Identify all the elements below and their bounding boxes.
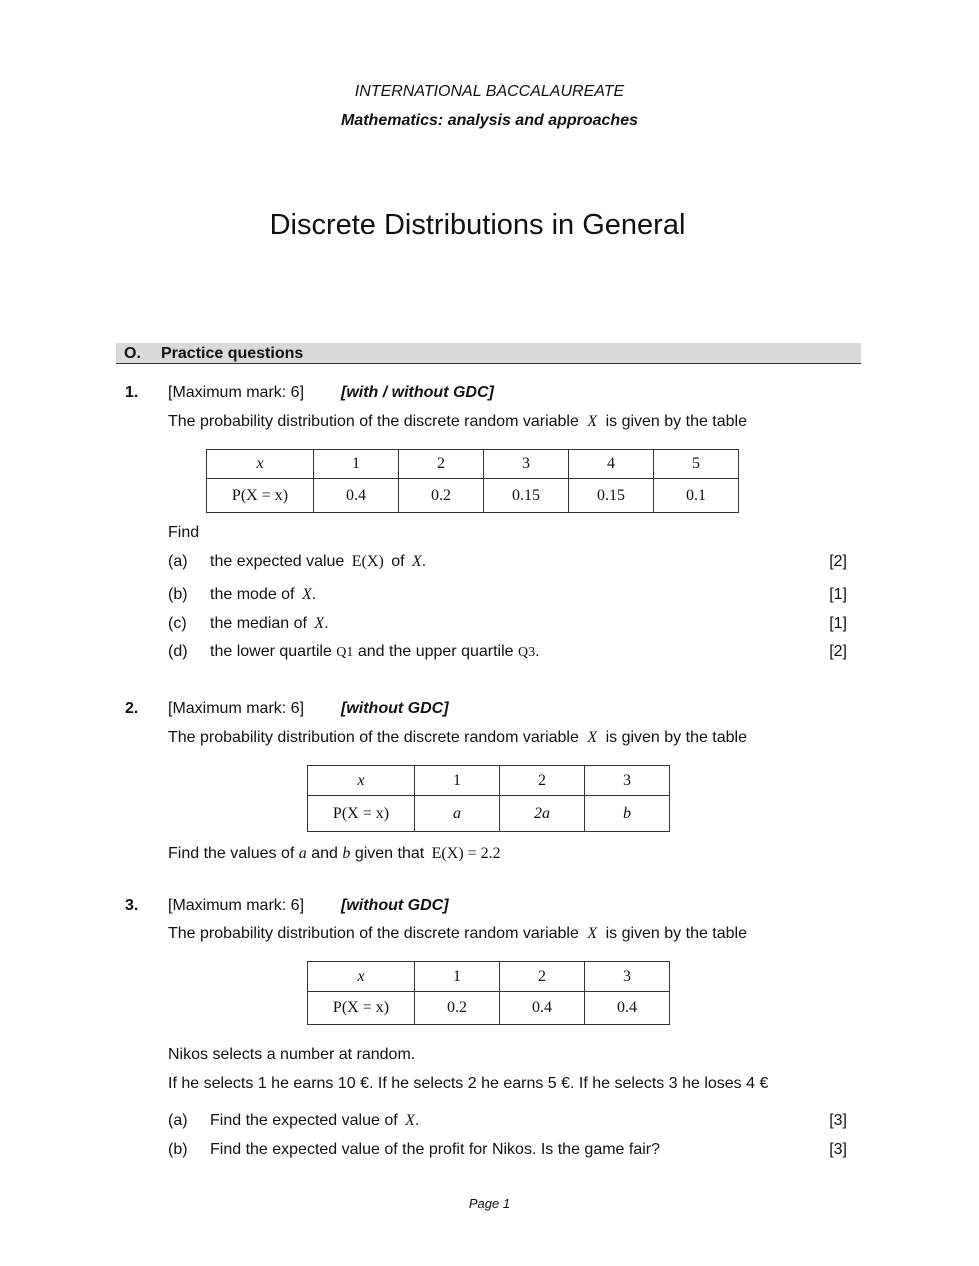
table-cell: 1 bbox=[314, 450, 399, 479]
find-text: Find the values of bbox=[168, 845, 295, 862]
q1-part-d-text bbox=[210, 643, 540, 661]
part-text: and the upper quartile bbox=[357, 643, 514, 660]
q3-line2: If he selects 1 he earns 10 €. If he selects 2 he earns 5 €. If he selects 3 he loses 4 € bbox=[168, 1075, 769, 1092]
part-text: . bbox=[311, 586, 317, 603]
q3-part-label: (b) bbox=[168, 1141, 188, 1158]
table-cell: a bbox=[415, 796, 500, 832]
q2-distribution-table bbox=[307, 765, 670, 832]
table-cell: 0.15 bbox=[484, 479, 569, 513]
table-cell: 0.4 bbox=[500, 992, 585, 1025]
q2-gdc: [without GDC] bbox=[341, 700, 449, 717]
table-head-x: x bbox=[207, 450, 314, 479]
q1-part-label: (a) bbox=[168, 553, 188, 570]
part-text: the lower quartile bbox=[210, 643, 332, 660]
q3-distribution-table bbox=[307, 961, 670, 1025]
q3-intro-text-b: is given by the table bbox=[605, 925, 747, 942]
part-var: X bbox=[301, 586, 312, 603]
table-cell: 0.15 bbox=[569, 479, 654, 513]
part-text: the mode of bbox=[210, 586, 295, 603]
table-cell: 3 bbox=[484, 450, 569, 479]
q2-number: 2. bbox=[125, 700, 139, 717]
part-text: . bbox=[421, 553, 427, 570]
table-cell: 0.2 bbox=[399, 479, 484, 513]
q1-intro bbox=[168, 413, 747, 431]
table-cell: 0.4 bbox=[314, 479, 399, 513]
condition-math: E(X) = 2.2 bbox=[431, 845, 501, 862]
q1-part-mark: [1] bbox=[829, 615, 847, 632]
q3-intro-text: The probability distribution of the discrete random variable bbox=[168, 925, 579, 942]
q2-intro-var: X bbox=[587, 729, 598, 746]
table-cell: 0.1 bbox=[654, 479, 739, 513]
q1-part-mark: [2] bbox=[829, 553, 847, 570]
table-cell: 3 bbox=[585, 766, 670, 796]
q3-line1: Nikos selects a number at random. bbox=[168, 1046, 416, 1063]
q3-number: 3. bbox=[125, 897, 139, 914]
q3-part-label: (a) bbox=[168, 1112, 188, 1129]
var-b: b bbox=[342, 845, 351, 862]
q1-intro-text-b: is given by the table bbox=[605, 413, 747, 430]
q2-intro bbox=[168, 729, 747, 747]
header-course: Mathematics: analysis and approaches bbox=[341, 112, 638, 129]
table-head-p: P(X = x) bbox=[207, 479, 314, 513]
q1-intro-text: The probability distribution of the discrete random variable bbox=[168, 413, 579, 430]
q1-part-mark: [1] bbox=[829, 586, 847, 603]
table-cell: 2 bbox=[500, 766, 585, 796]
q3-max-mark: [Maximum mark: 6] bbox=[168, 897, 305, 914]
part-text: the expected value bbox=[210, 553, 345, 570]
table-head-x: x bbox=[308, 766, 415, 796]
table-head-x: x bbox=[308, 962, 415, 992]
part-text: the median of bbox=[210, 615, 307, 632]
q1-part-label: (c) bbox=[168, 615, 187, 632]
q1-part-a-text bbox=[210, 553, 426, 571]
q1-part-label: (b) bbox=[168, 586, 188, 603]
part-text: . bbox=[324, 615, 329, 632]
part-text: of bbox=[391, 553, 405, 570]
part-var: X bbox=[405, 1112, 415, 1129]
section-bar bbox=[116, 343, 861, 364]
q3-gdc: [without GDC] bbox=[341, 897, 449, 914]
table-cell: 2 bbox=[500, 962, 585, 992]
q1-part-b-text bbox=[210, 586, 316, 604]
q1-intro-var: X bbox=[587, 413, 598, 430]
q3-part-a-text bbox=[210, 1112, 419, 1130]
part-text: . bbox=[535, 643, 540, 660]
part-var: X bbox=[314, 615, 325, 632]
part-var: X bbox=[412, 553, 422, 570]
q3-part-b-text: Find the expected value of the profit for Nikos. Is the game fair? bbox=[210, 1141, 661, 1158]
table-cell: 3 bbox=[585, 962, 670, 992]
q3-part-mark: [3] bbox=[829, 1141, 847, 1158]
table-head-p: P(X = x) bbox=[308, 796, 415, 832]
q1-find: Find bbox=[168, 524, 200, 541]
q3-intro-var: X bbox=[587, 925, 598, 942]
q2-intro-text-b: is given by the table bbox=[605, 729, 747, 746]
table-cell: 0.4 bbox=[585, 992, 670, 1025]
q3-intro bbox=[168, 925, 747, 943]
table-cell: b bbox=[585, 796, 670, 832]
table-cell: 2a bbox=[500, 796, 585, 832]
header-org: INTERNATIONAL BACCALAUREATE bbox=[354, 83, 625, 100]
q2-intro-text: The probability distribution of the discrete random variable bbox=[168, 729, 579, 746]
q1-part-c-text bbox=[210, 615, 329, 633]
quartile-q1: Q1 bbox=[336, 645, 354, 660]
q1-part-label: (d) bbox=[168, 643, 188, 660]
table-cell: 1 bbox=[415, 962, 500, 992]
find-text: given that bbox=[354, 845, 425, 862]
q1-number: 1. bbox=[125, 384, 139, 401]
var-a: a bbox=[298, 845, 307, 862]
table-cell: 4 bbox=[569, 450, 654, 479]
section-number: O. bbox=[124, 345, 141, 362]
section-title: Practice questions bbox=[161, 345, 304, 362]
quartile-q3: Q3 bbox=[518, 645, 536, 660]
table-cell: 0.2 bbox=[415, 992, 500, 1025]
find-text: and bbox=[311, 845, 338, 862]
table-cell: 5 bbox=[654, 450, 739, 479]
part-math: E(X) bbox=[351, 553, 384, 570]
page-number: Page 1 bbox=[468, 1196, 511, 1211]
q1-distribution-table bbox=[206, 449, 739, 513]
part-text: . bbox=[414, 1112, 420, 1129]
table-cell: 2 bbox=[399, 450, 484, 479]
q1-part-mark: [2] bbox=[829, 643, 847, 660]
table-head-p: P(X = x) bbox=[308, 992, 415, 1025]
table-cell: 1 bbox=[415, 766, 500, 796]
q2-find bbox=[168, 845, 501, 863]
q2-max-mark: [Maximum mark: 6] bbox=[168, 700, 305, 717]
q3-part-mark: [3] bbox=[829, 1112, 847, 1129]
page-title: Discrete Distributions in General bbox=[269, 209, 686, 241]
part-text: Find the expected value of bbox=[210, 1112, 398, 1129]
q1-max-mark: [Maximum mark: 6] bbox=[168, 384, 305, 401]
q1-gdc: [with / without GDC] bbox=[341, 384, 494, 401]
